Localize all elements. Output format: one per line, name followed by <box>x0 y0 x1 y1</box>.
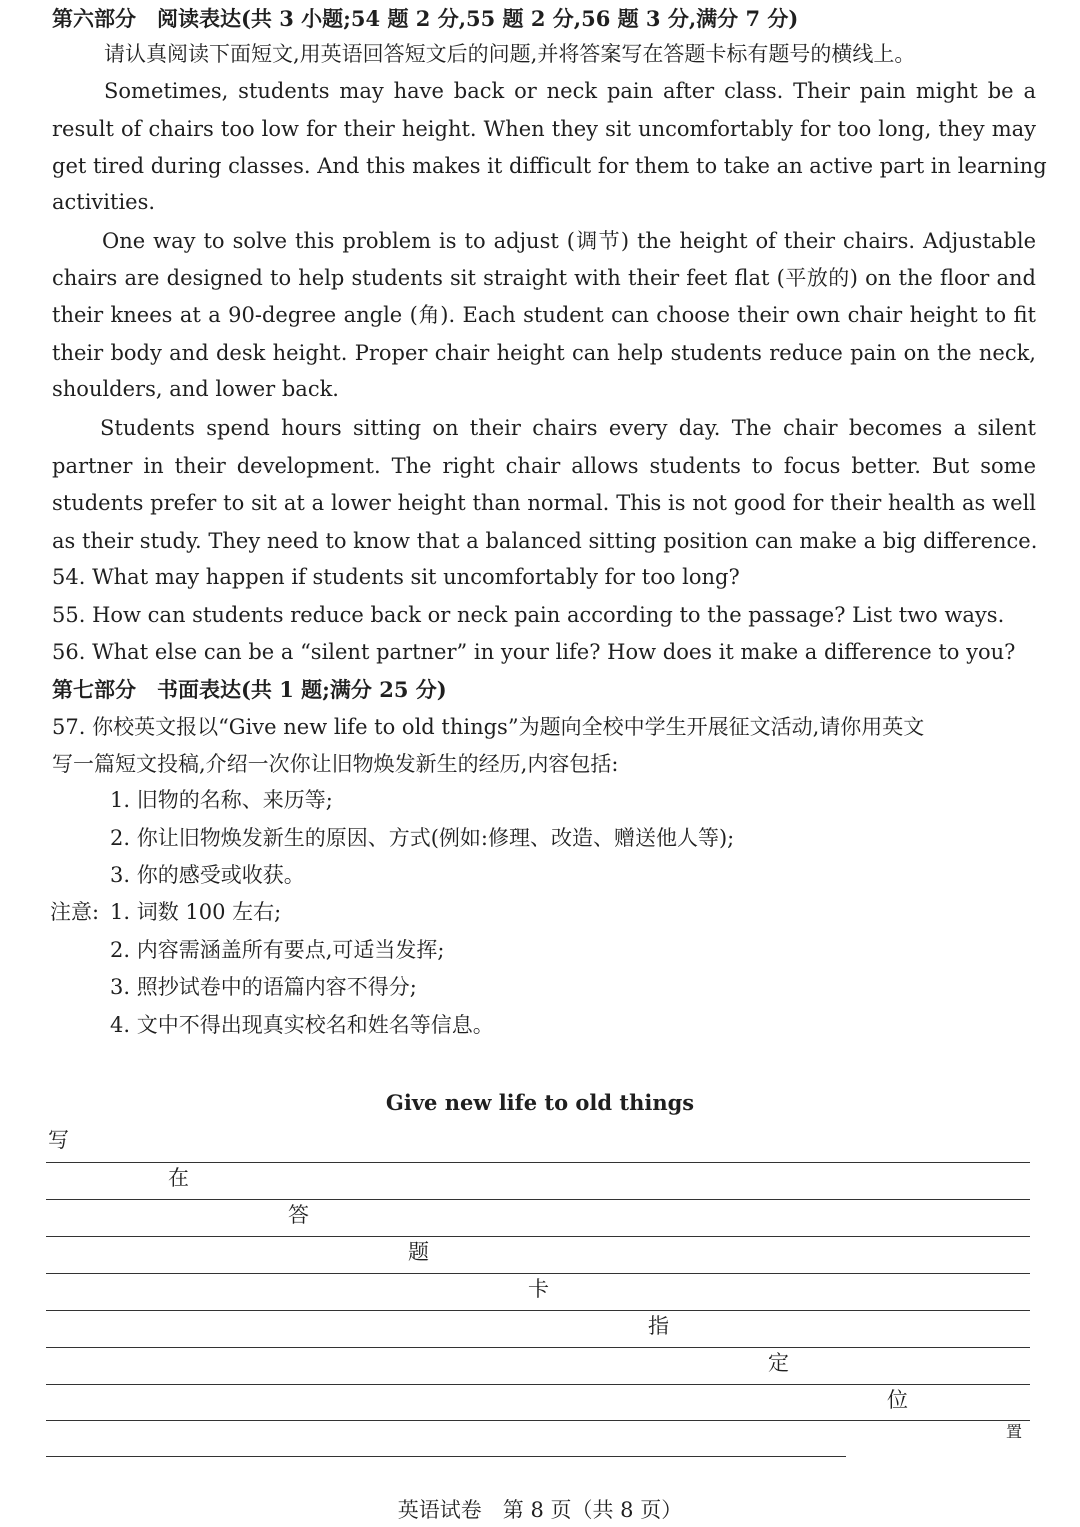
prompt-line: 写一篇短文投稿,介绍一次你让旧物焕发新生的经历,内容包括: <box>52 752 619 776</box>
section7-heading: 第七部分 书面表达(共 1 题;满分 25 分) <box>52 677 447 702</box>
watermark-char: 位 <box>887 1388 908 1412</box>
passage-line: students prefer to sit at a lower height than normal. This is not good for their health as well <box>52 491 1036 515</box>
passage-line: Sometimes, students may have back or neck pain after class. Their pain might be a <box>104 79 1036 103</box>
writing-line <box>46 1162 1030 1163</box>
writing-line <box>46 1456 846 1457</box>
writing-line <box>46 1236 1030 1237</box>
writing-line <box>46 1199 1030 1200</box>
writing-line <box>46 1384 1030 1385</box>
passage-line: shoulders, and lower back. <box>52 377 339 401</box>
content-item: 2. 你让旧物焕发新生的原因、方式(例如:修理、改造、赠送他人等); <box>110 826 735 850</box>
watermark-char: 置 <box>1006 1422 1023 1441</box>
passage-line: Students spend hours sitting on their chairs every day. The chair becomes a silent <box>100 416 1036 440</box>
watermark-char: 答 <box>288 1203 309 1227</box>
passage-line: partner in their development. The right chair allows students to focus better. But some <box>52 454 1036 478</box>
passage-line: as their study. They need to know that a balanced sitting position can make a big difference. <box>52 529 1038 553</box>
content-item: 3. 你的感受或收获。 <box>110 863 305 887</box>
passage-line: their knees at a 90-degree angle (角). Each student can choose their own chair height to fit <box>52 303 1036 327</box>
notes-label: 注意: <box>50 900 100 924</box>
writing-line <box>46 1347 1030 1348</box>
writing-line <box>46 1273 1030 1274</box>
passage-line: activities. <box>52 190 156 214</box>
question-55: 55. How can students reduce back or neck pain according to the passage? List two ways. <box>52 603 1005 627</box>
note-item: 2. 内容需涵盖所有要点,可适当发挥; <box>110 938 445 962</box>
note-item: 4. 文中不得出现真实校名和姓名等信息。 <box>110 1013 494 1037</box>
watermark-char: 在 <box>168 1166 189 1190</box>
writing-line <box>46 1420 1030 1421</box>
watermark-char: 题 <box>408 1240 429 1264</box>
watermark-char: 卡 <box>528 1277 549 1301</box>
passage-line: get tired during classes. And this makes it difficult for them to take an active part in learning <box>52 154 1047 178</box>
question-54: 54. What may happen if students sit uncomfortably for too long? <box>52 565 740 589</box>
passage-line: One way to solve this problem is to adjust (调节) the height of their chairs. Adjustable <box>102 229 1036 253</box>
note-item: 3. 照抄试卷中的语篇内容不得分; <box>110 975 417 999</box>
watermark-char: 定 <box>768 1351 789 1375</box>
section6-heading: 第六部分 阅读表达(共 3 小题;54 题 2 分,55 题 2 分,56 题 3 分,满分 7 分) <box>52 6 799 31</box>
passage-line: result of chairs too low for their height. When they sit uncomfortably for too long, they may <box>52 117 1036 141</box>
writing-line <box>46 1310 1030 1311</box>
passage-line: chairs are designed to help students sit straight with their feet flat (平放的) on the floor and <box>52 266 1036 290</box>
watermark-char: 写 <box>48 1128 69 1152</box>
watermark-char: 指 <box>648 1314 669 1338</box>
page-footer: 英语试卷 第 8 页（共 8 页） <box>397 1498 683 1522</box>
prompt-line: 57. 你校英文报以“Give new life to old things”为题向全校中学生开展征文活动,请你用英文 <box>52 715 925 739</box>
section6-instruction: 请认真阅读下面短文,用英语回答短文后的问题,并将答案写在答题卡标有题号的横线上。 <box>104 42 916 66</box>
note-item: 1. 词数 100 左右; <box>110 900 282 924</box>
essay-title: Give new life to old things <box>385 1090 695 1115</box>
passage-line: their body and desk height. Proper chair height can help students reduce pain on the neck, <box>52 341 1036 365</box>
content-item: 1. 旧物的名称、来历等; <box>110 788 333 812</box>
question-56: 56. What else can be a “silent partner” in your life? How does it make a difference to you? <box>52 640 1016 664</box>
